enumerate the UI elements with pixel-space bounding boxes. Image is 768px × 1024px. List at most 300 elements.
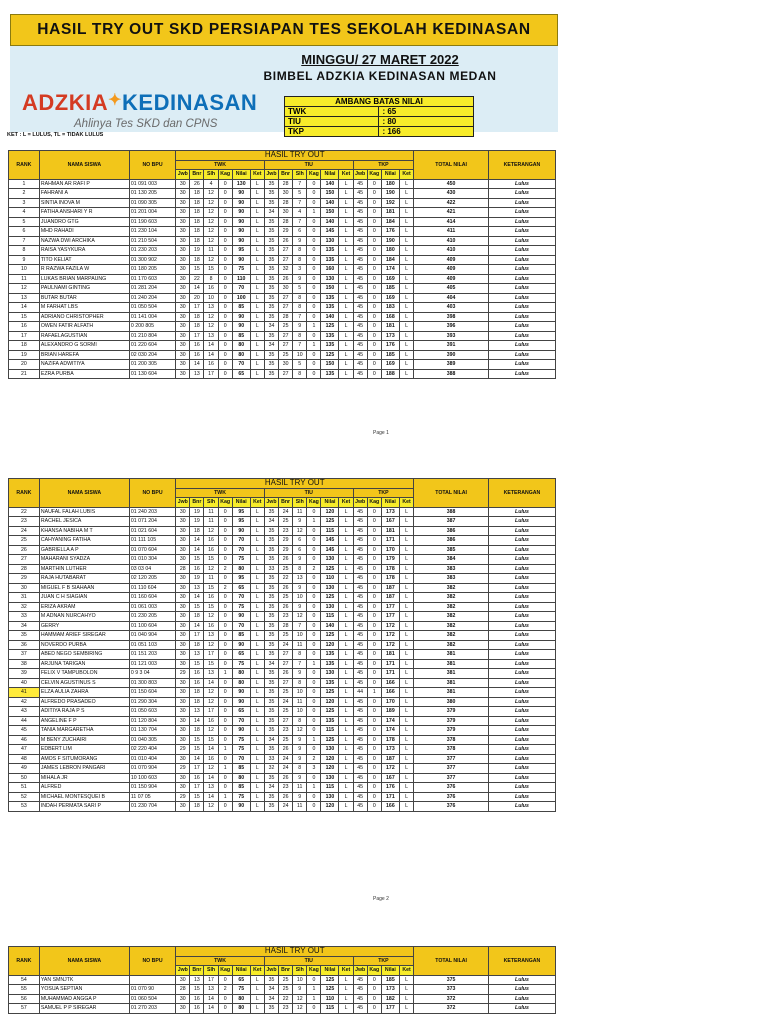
table-cell: L (339, 208, 353, 218)
table-cell: L (250, 669, 264, 679)
table-cell: 30 (176, 255, 190, 265)
table-cell: 35 (264, 369, 278, 379)
table-cell: 11 (204, 246, 218, 256)
table-cell: L (339, 189, 353, 199)
sub-header: Bnr (279, 498, 293, 508)
table-cell: 9 (293, 985, 307, 995)
table-cell: 0 (307, 716, 321, 726)
table-cell: 35 (264, 236, 278, 246)
table-cell: 95 (232, 246, 250, 256)
table-cell: 17 (190, 331, 204, 341)
table-cell: 35 (264, 246, 278, 256)
table-cell: L (250, 331, 264, 341)
table-cell: 17 (204, 650, 218, 660)
table-cell: 25 (279, 564, 293, 574)
table-cell: 30 (176, 293, 190, 303)
table-cell: 45 (353, 227, 367, 237)
table-cell: 130 (321, 236, 339, 246)
table-cell: 35 (264, 707, 278, 717)
table-cell: 15 (204, 735, 218, 745)
table-cell: L (399, 716, 413, 726)
table-cell: 18 (190, 688, 204, 698)
table-cell: 177 (381, 612, 399, 622)
table-cell: L (250, 593, 264, 603)
table-cell: 388 (414, 369, 489, 379)
table-cell: 170 (381, 697, 399, 707)
table-cell: 0 (307, 792, 321, 802)
table-cell: 135 (321, 246, 339, 256)
table-cell: 11 (293, 802, 307, 812)
table-cell: L (399, 650, 413, 660)
table-cell: 90 (232, 726, 250, 736)
table-cell: 45 (353, 792, 367, 802)
table-cell: 171 (381, 792, 399, 802)
table-cell: 125 (321, 688, 339, 698)
table-cell: 0 (367, 773, 381, 783)
ambang-label: TKP (285, 127, 379, 137)
table-cell: 18 (190, 802, 204, 812)
table-cell: 26 (279, 792, 293, 802)
table-cell: 386 (414, 536, 489, 546)
table-cell: Lulus (488, 507, 555, 517)
table-cell: 14 (204, 678, 218, 688)
table-row (9, 284, 556, 294)
table-cell: 26 (9, 545, 40, 555)
table-cell: 25 (279, 985, 293, 995)
table-cell: 187 (381, 593, 399, 603)
table-cell: 35 (264, 179, 278, 189)
sub-header: Slh (204, 170, 218, 180)
table-cell: 01 240 204 (129, 293, 175, 303)
table-cell: 166 (381, 688, 399, 698)
table-cell: 9 (293, 555, 307, 565)
table-cell: L (339, 322, 353, 332)
table-cell: 130 (321, 274, 339, 284)
table-cell: 16 (190, 341, 204, 351)
table-cell: 381 (414, 659, 489, 669)
table-cell: 2 (307, 564, 321, 574)
table-cell: 11 (9, 274, 40, 284)
table-cell: 0 (218, 255, 232, 265)
table-cell: 34 (264, 322, 278, 332)
table-cell: HAMMAM ARIEF SIREGAR (39, 631, 129, 641)
table-cell: 01 100 604 (129, 621, 175, 631)
table-cell: L (399, 189, 413, 199)
table-cell: L (339, 640, 353, 650)
table-cell: 120 (321, 764, 339, 774)
table-cell: 35 (264, 773, 278, 783)
table-cell: 0 (307, 284, 321, 294)
sub-header: Nilai (321, 966, 339, 976)
table-cell: 145 (321, 536, 339, 546)
table-cell: 15 (190, 985, 204, 995)
table-cell: 10 (293, 631, 307, 641)
table-cell: L (250, 650, 264, 660)
table-cell: 35 (264, 650, 278, 660)
table-cell: L (399, 322, 413, 332)
table-cell: 23 (279, 612, 293, 622)
table-cell: 01 190 603 (129, 217, 175, 227)
table-cell: 192 (381, 198, 399, 208)
table-cell: 7 (293, 179, 307, 189)
table-cell: 9 (293, 754, 307, 764)
table-cell: L (399, 985, 413, 995)
table-cell: 45 (353, 564, 367, 574)
table-cell: 54 (9, 975, 40, 985)
table-cell: L (250, 764, 264, 774)
table-cell: 47 (9, 745, 40, 755)
table-cell: 11 07 05 (129, 792, 175, 802)
table-cell: 35 (264, 802, 278, 812)
table-cell: 0 (367, 189, 381, 199)
table-cell: L (399, 621, 413, 631)
table-cell: 45 (353, 621, 367, 631)
table-cell: 28 (9, 564, 40, 574)
table-cell: 16 (190, 564, 204, 574)
table-cell: 382 (414, 631, 489, 641)
table-cell: 01 201 004 (129, 208, 175, 218)
sub-header: Slh (293, 170, 307, 180)
table-cell: L (339, 764, 353, 774)
table-cell: 0 (307, 631, 321, 641)
table-row (9, 650, 556, 660)
table-cell: L (399, 303, 413, 313)
table-cell: 30 (279, 208, 293, 218)
table-cell: 12 (204, 217, 218, 227)
table-cell: 185 (381, 284, 399, 294)
table-row (9, 764, 556, 774)
sub-header: Jwb (176, 170, 190, 180)
sub-header: Kag (218, 170, 232, 180)
sub-header: Nilai (232, 498, 250, 508)
table-cell: 45 (353, 331, 367, 341)
group-tiu: TIU (264, 488, 353, 498)
table-cell: 45 (353, 369, 367, 379)
table-cell: 01 300 803 (129, 678, 175, 688)
table-cell: L (399, 536, 413, 546)
table-cell: 95 (232, 517, 250, 527)
table-cell: 12 (204, 189, 218, 199)
table-cell: SINTIA INOVA M (39, 198, 129, 208)
table-cell: 25 (279, 735, 293, 745)
table-cell: 409 (414, 255, 489, 265)
table-cell: 52 (9, 792, 40, 802)
table-cell: 35 (264, 227, 278, 237)
table-cell: 390 (414, 350, 489, 360)
table-cell: 14 (190, 716, 204, 726)
table-cell: 384 (414, 555, 489, 565)
table-cell: 383 (414, 574, 489, 584)
table-cell: 8 (293, 246, 307, 256)
table-cell: 381 (414, 678, 489, 688)
table-cell: 0 (218, 312, 232, 322)
page-label: Page 1 (373, 430, 389, 436)
logo-word-kedinasan: KEDINASAN (122, 90, 258, 115)
table-cell: 171 (381, 659, 399, 669)
table-cell: L (399, 678, 413, 688)
table-cell: 9 (293, 792, 307, 802)
table-cell: L (339, 574, 353, 584)
table-cell: 0 (218, 246, 232, 256)
table-cell: L (399, 526, 413, 536)
hasil-try-out-header: HASIL TRY OUT (176, 151, 414, 161)
table-cell: 28 (279, 621, 293, 631)
table-cell: 0 (307, 640, 321, 650)
sub-header: Bnr (279, 966, 293, 976)
table-cell: 95 (232, 507, 250, 517)
table-cell: 90 (232, 198, 250, 208)
table-cell: 45 (353, 631, 367, 641)
table-cell: 45 (353, 217, 367, 227)
table-row (9, 255, 556, 265)
table-cell: 0 (218, 688, 232, 698)
table-cell: Lulus (488, 631, 555, 641)
col-total: TOTAL NILAI (414, 151, 489, 180)
table-cell: 35 (264, 312, 278, 322)
table-cell: 0 (367, 564, 381, 574)
sub-header: Bnr (279, 170, 293, 180)
table-cell: JUAN C H SIAGIAN (39, 593, 129, 603)
table-cell: 01 111 105 (129, 536, 175, 546)
table-cell: 30 (279, 360, 293, 370)
sub-header: Ket (250, 170, 264, 180)
table-cell: L (250, 716, 264, 726)
table-cell: 0 (218, 773, 232, 783)
table-cell: L (339, 1004, 353, 1014)
table-cell: 0 (218, 322, 232, 332)
table-cell: 0 (307, 293, 321, 303)
table-cell: 169 (381, 274, 399, 284)
table-cell: 17 (204, 975, 218, 985)
table-cell: 14 (204, 1004, 218, 1014)
table-cell: L (250, 265, 264, 275)
table-cell: L (250, 526, 264, 536)
col-total: TOTAL NILAI (414, 479, 489, 508)
table-cell: 393 (414, 331, 489, 341)
table-cell: ELZA AULIA ZAHRA (39, 688, 129, 698)
table-cell: 0 (367, 255, 381, 265)
table-cell: 0 (307, 612, 321, 622)
table-cell: L (399, 602, 413, 612)
table-cell: L (339, 975, 353, 985)
table-cell: L (399, 975, 413, 985)
table-cell: L (250, 985, 264, 995)
table-cell: L (250, 322, 264, 332)
col-nama: NAMA SISWA (39, 151, 129, 180)
table-cell: 80 (232, 341, 250, 351)
table-cell: L (399, 640, 413, 650)
table-cell: L (399, 517, 413, 527)
table-cell: 0 (367, 265, 381, 275)
table-cell: 0 (367, 697, 381, 707)
table-cell: AMOS F SITUMORANG (39, 754, 129, 764)
table-cell: Lulus (488, 659, 555, 669)
table-cell: M FARHAT LBS (39, 303, 129, 313)
table-cell: 7 (9, 236, 40, 246)
table-row (9, 274, 556, 284)
table-cell: 45 (353, 707, 367, 717)
table-cell: 02 220 404 (129, 745, 175, 755)
table-cell: 0 (307, 602, 321, 612)
table-cell: L (339, 985, 353, 995)
table-cell: 0 (307, 707, 321, 717)
table-cell: L (250, 536, 264, 546)
table-cell: Lulus (488, 555, 555, 565)
table-cell: R RAZWA FAZILA W (39, 265, 129, 275)
table-cell: 0 (307, 555, 321, 565)
table-cell: L (339, 545, 353, 555)
table-cell: 145 (321, 227, 339, 237)
table-cell: 1 (307, 517, 321, 527)
sub-header: Jwb (176, 966, 190, 976)
table-cell: 11 (293, 783, 307, 793)
table-cell: 379 (414, 716, 489, 726)
sub-header: Nilai (232, 966, 250, 976)
table-cell: 28 (279, 179, 293, 189)
table-cell: 0 (367, 360, 381, 370)
table-cell: 90 (232, 688, 250, 698)
table-cell: 57 (9, 1004, 40, 1014)
table-cell: 12 (204, 564, 218, 574)
table-cell: 0 (367, 331, 381, 341)
table-cell: 01 070 604 (129, 545, 175, 555)
table-cell: L (250, 678, 264, 688)
group-twk: TWK (176, 160, 265, 170)
table-cell: 27 (279, 678, 293, 688)
table-cell: 01 240 203 (129, 507, 175, 517)
table-cell: 130 (321, 745, 339, 755)
table-cell: 25 (279, 707, 293, 717)
table-cell: BUTAR BUTAR (39, 293, 129, 303)
table-cell: Lulus (488, 650, 555, 660)
sub-header: Kag (307, 966, 321, 976)
table-cell: 166 (381, 802, 399, 812)
table-cell: 22 (279, 994, 293, 1004)
table-cell: L (250, 517, 264, 527)
table-cell: 30 (176, 612, 190, 622)
table-cell: 42 (9, 697, 40, 707)
table-cell: L (250, 360, 264, 370)
table-cell: L (339, 265, 353, 275)
table-cell: 377 (414, 764, 489, 774)
table-cell: 15 (190, 265, 204, 275)
table-cell: 45 (353, 994, 367, 1004)
table-cell: 13 (190, 369, 204, 379)
table-cell: 125 (321, 631, 339, 641)
table-cell: Lulus (488, 975, 555, 985)
table-cell: 11 (204, 507, 218, 517)
table-cell: Lulus (488, 707, 555, 717)
table-row (9, 975, 556, 985)
table-cell: 0 (367, 707, 381, 717)
table-cell: 13 (190, 650, 204, 660)
table-cell: 30 (176, 360, 190, 370)
table-cell: 14 (9, 303, 40, 313)
col-nobpu: NO BPU (129, 151, 175, 180)
table-cell: 35 (264, 726, 278, 736)
table-cell: L (339, 659, 353, 669)
table-cell: 35 (264, 265, 278, 275)
table-cell: 14 (190, 284, 204, 294)
table-cell: 10 (9, 265, 40, 275)
table-cell: 45 (353, 745, 367, 755)
table-cell: TITO KELIAT (39, 255, 129, 265)
ambang-label: TIU (285, 117, 379, 127)
table-cell: 30 (176, 545, 190, 555)
table-cell: 13 (204, 783, 218, 793)
table-cell: 0 (307, 217, 321, 227)
table-cell: Lulus (488, 593, 555, 603)
table-row (9, 555, 556, 565)
table-cell: 184 (381, 217, 399, 227)
table-row (9, 331, 556, 341)
table-cell: 01 060 504 (129, 994, 175, 1004)
table-cell: 180 (381, 179, 399, 189)
table-cell: 27 (279, 369, 293, 379)
sub-header: Nilai (321, 498, 339, 508)
table-cell: 18 (190, 189, 204, 199)
table-cell: 34 (9, 621, 40, 631)
table-cell: 75 (232, 602, 250, 612)
table-cell: 30 (176, 350, 190, 360)
table-cell: 0 (307, 745, 321, 755)
table-cell: 90 (232, 612, 250, 622)
table-cell: 0 (218, 678, 232, 688)
table-cell: L (399, 217, 413, 227)
table-cell: 0 (218, 602, 232, 612)
table-cell: 0 (218, 331, 232, 341)
table-cell: 30 (176, 274, 190, 284)
table-cell: L (250, 274, 264, 284)
table-cell: 13 (293, 574, 307, 584)
table-cell: MARTHIN LUTHER (39, 564, 129, 574)
table-cell: 10 (204, 293, 218, 303)
table-cell: 130 (321, 792, 339, 802)
table-cell: L (339, 745, 353, 755)
table-cell: 30 (176, 754, 190, 764)
table-cell: 17 (204, 369, 218, 379)
table-cell: 375 (414, 975, 489, 985)
table-cell: 19 (190, 517, 204, 527)
table-cell: 0 (218, 284, 232, 294)
table-cell: 184 (381, 255, 399, 265)
table-cell: 181 (381, 208, 399, 218)
table-cell: 125 (321, 707, 339, 717)
table-cell: 45 (353, 640, 367, 650)
table-cell: 51 (9, 783, 40, 793)
table-cell: 8 (293, 564, 307, 574)
table-cell: 12 (9, 284, 40, 294)
table-cell: 55 (9, 985, 40, 995)
table-cell: 35 (264, 545, 278, 555)
table-cell: 01 010 404 (129, 754, 175, 764)
table-cell: 30 (176, 217, 190, 227)
table-cell: 45 (353, 773, 367, 783)
table-cell: 26 (190, 179, 204, 189)
table-cell: 01 010 304 (129, 555, 175, 565)
table-cell: RAHMAN AR RAFI P (39, 179, 129, 189)
table-cell: NAZIFA ADWITIYA (39, 360, 129, 370)
table-cell: L (250, 783, 264, 793)
table-cell: L (339, 312, 353, 322)
table-cell: 422 (414, 198, 489, 208)
table-cell: 18 (190, 312, 204, 322)
table-cell: 2 (218, 583, 232, 593)
table-cell: 8 (293, 255, 307, 265)
adzkia-logo (22, 88, 262, 138)
table-cell: L (250, 350, 264, 360)
table-cell: 01 210 804 (129, 331, 175, 341)
